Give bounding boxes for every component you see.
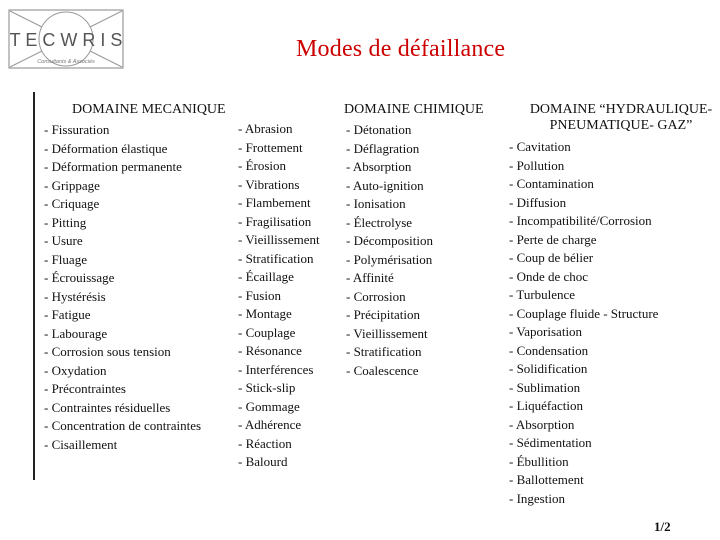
list-item: - Fusion <box>238 287 281 303</box>
list-item: - Balourd <box>238 454 288 469</box>
list-item: - Écrouissage <box>44 270 115 285</box>
heading-mecanique: DOMAINE MECANIQUE <box>72 102 226 117</box>
list-item: - Contamination <box>509 176 594 191</box>
list-item: - Précipitation <box>346 307 421 322</box>
list-item: - Érosion <box>238 158 287 173</box>
list-item: - Coalescence <box>346 362 419 378</box>
list-item: - Incompatibilité/Corrosion <box>509 213 652 228</box>
list-item: - Grippage <box>44 177 100 193</box>
list-item: - Déflagration <box>346 140 420 156</box>
list-item: - Montage <box>238 306 292 321</box>
list-item: - Labourage <box>44 325 108 341</box>
list-item: - Perte de charge <box>509 231 597 247</box>
list-item: - Pitting <box>44 214 87 230</box>
list-item: - Résonance <box>238 343 302 358</box>
list-item: - Sédimentation <box>509 435 592 450</box>
list-item: - Fluage <box>44 251 87 267</box>
list-item: - Ionisation <box>346 196 406 211</box>
list-item: - Stratification <box>346 344 422 359</box>
heading-hydraulique <box>524 102 718 134</box>
list-item: - Ingestion <box>509 490 565 506</box>
list-item: - Contraintes résiduelles <box>44 399 171 415</box>
list-item: - Ballottement <box>509 472 584 487</box>
list-item: - Polymérisation <box>346 251 433 267</box>
page-number: 1/2 <box>654 519 671 534</box>
list-item: - Fragilisation <box>238 213 312 229</box>
list-item: - Pollution <box>509 157 565 173</box>
list-item: - Réaction <box>238 435 292 451</box>
list-item: - Absorption <box>346 159 412 174</box>
list-item: - Abrasion <box>238 121 293 136</box>
list-item: - Oxydation <box>44 362 107 378</box>
list-item: - Adhérence <box>238 417 302 432</box>
list-item: - Couplage <box>238 324 296 340</box>
list-item: - Auto-ignition <box>346 177 424 193</box>
page-title: Modes de défaillance <box>296 36 506 62</box>
heading-hydraulique-line2: PNEUMATIQUE- GAZ” <box>549 118 693 133</box>
list-item: - Hystérésis <box>44 288 106 304</box>
list-item: - Ébullition <box>509 453 569 469</box>
list-item: - Sublimation <box>509 379 581 395</box>
list-item: - Corrosion sous tension <box>44 344 171 359</box>
divider-line <box>33 92 35 480</box>
list-item: - Affinité <box>346 270 394 285</box>
list-item: - Cavitation <box>509 139 571 154</box>
logo-tagline: Consultants & Associés <box>37 59 95 65</box>
list-mecanique-col2 <box>238 120 320 472</box>
list-item: - Usure <box>44 233 83 248</box>
list-item: - Frottement <box>238 139 303 155</box>
list-item: - Fatigue <box>44 307 91 322</box>
list-item: - Vibrations <box>238 176 300 192</box>
list-item: - Déformation permanente <box>44 159 182 174</box>
list-item: - Écaillage <box>238 269 294 284</box>
heading-hydraulique-line1: DOMAINE “HYDRAULIQUE- <box>529 102 713 117</box>
list-item: - Décomposition <box>346 233 434 248</box>
list-mecanique-col1 <box>44 121 201 454</box>
list-item: - Corrosion <box>346 288 406 304</box>
list-item: - Absorption <box>509 416 575 432</box>
list-item: - Cisaillement <box>44 436 118 452</box>
list-item: - Interférences <box>238 361 314 377</box>
list-item: - Criquage <box>44 196 100 211</box>
list-item: - Onde de choc <box>509 268 589 284</box>
list-item: - Condensation <box>509 342 589 358</box>
list-item: - Vaporisation <box>509 324 583 339</box>
list-item: - Stick-slip <box>238 380 296 395</box>
list-chimique <box>346 121 433 380</box>
list-item: - Coup de bélier <box>509 250 594 265</box>
list-item: - Flambement <box>238 195 311 210</box>
list-item: - Concentration de contraintes <box>44 418 202 433</box>
list-item: - Gommage <box>238 398 300 414</box>
list-item: - Liquéfaction <box>509 398 583 413</box>
list-item: - Couplage fluide - Structure <box>509 305 659 321</box>
list-item: - Précontraintes <box>44 381 126 396</box>
list-item: - Vieillissement <box>346 325 428 341</box>
heading-chimique: DOMAINE CHIMIQUE <box>344 102 484 117</box>
list-item: - Stratification <box>238 250 314 266</box>
list-item: - Électrolyse <box>346 214 413 230</box>
list-item: - Solidification <box>509 361 588 376</box>
list-item: - Déformation élastique <box>44 140 168 156</box>
list-item: - Fissuration <box>44 122 110 137</box>
logo-letters: T E C W R I S <box>9 30 123 50</box>
list-item: - Vieillissement <box>238 232 320 247</box>
tecwris-logo <box>8 8 128 70</box>
list-item: - Diffusion <box>509 194 567 210</box>
list-item: - Détonation <box>346 122 412 137</box>
list-hydraulique <box>509 138 658 508</box>
list-item: - Turbulence <box>509 287 576 302</box>
